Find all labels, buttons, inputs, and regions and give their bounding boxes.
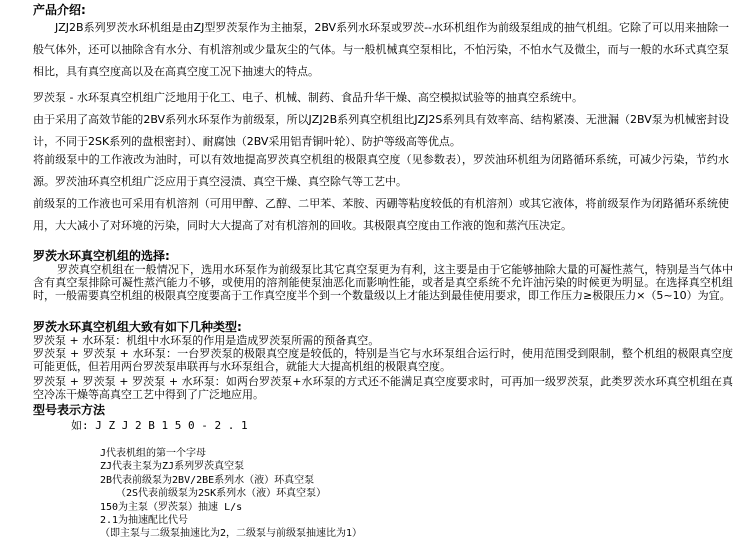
intro-paragraph-5: 前级泵的工作液也可采用有机溶剂（可用甲醇、乙醇、二甲苯、苯胺、丙硼等粘度较低的有机溶剂）或其它液体，将前级泵作为闭路循环系统使用，大大减小了对环境的污染，同时大大提高了对有机溶剂的回收。其极限真空度由工作液的饱和蒸汽压决定。 [33, 197, 729, 232]
legend-item: J代表机组的第一个字母 [100, 448, 207, 459]
type-item-3: 罗茨泵 + 罗茨泵 + 罗茨泵 + 水环泵：如两台罗茨泵+水环泵的方式还不能满足真空度要求时，可再加一级罗茨泵，此类罗茨水环真空机组在真空冷冻干燥等高真空工艺中得到了广泛地应用。 [33, 375, 733, 401]
intro-paragraph-1: JZJ2B系列罗茨水环机组是由ZJ型罗茨泵作为主抽泵，2BV系列水环泵或罗茨--水环机组作为前级泵组成的抽气机组。它除了可以用来抽除一般气体外，还可以抽除含有水分、有机溶剂或少量灰尘的气体。与一般机械真空泵相比，不怕污染，不怕水气及微尘，而与一般的水环式真空泵相比，具有真空度高以及在高真空度工况下抽速大的特点。 [33, 21, 730, 78]
model-example: 如: J Z J 2 B 1 5 0 - 2 . 1 [71, 419, 248, 432]
intro-paragraph-2: 罗茨泵 - 水环泵真空机组广泛地用于化工、电子、机械、制药、食品升华干燥、高空模拟试验等的抽真空系统中。 [33, 91, 583, 104]
legend-item: （即主泵与二级泵抽速比为2，二级泵与前级泵抽速比为1） [100, 528, 363, 540]
legend-item: 2B代表前级泵为2BV/2BE系列水（液）环真空泵 [100, 474, 315, 486]
intro-paragraph-3: 由于采用了高效节能的2BV系列水环泵作为前级泵，所以JZJ2B系列真空机组比JZJ2S系列具有效率高、结构紧凑、无泄漏（2BV泵为机械密封设计，不同于2SK系列的盘根密封）、耐腐蚀（2BV采用铝青铜叶轮）、防护等级高等优点。 [33, 113, 729, 148]
legend-item: ZJ代表主泵为ZJ系列罗茨真空泵 [100, 461, 245, 473]
selection-heading: 罗茨水环真空机组的选择: [33, 249, 170, 263]
intro-heading: 产品介绍: [33, 3, 86, 17]
legend-item: 2.1为抽速配比代号 [100, 515, 189, 527]
model-legend-list [100, 447, 362, 541]
legend-item: 150为主泵（罗茨泵）抽速 L/s [100, 501, 243, 513]
type-item-1: 罗茨泵 + 水环泵：机组中水环泵的作用是造成罗茨泵所需的预备真空。 [33, 334, 380, 347]
selection-text: 罗茨真空机组在一般情况下，选用水环泵作为前级泵比其它真空泵更为有利，这主要是由于它能够抽除大量的可凝性蒸气，特别是当气体中含有真空泵排除可凝性蒸汽能力不够，或使用的溶剂能使泵油恶化而影响性能，或者是真空系统不允许油污染的时候更为明显。在选择真空机组时，一般需要真空机组的极限真空度要高于工作真空度半个到一个数量级以上才能达到最佳使用要求，即工作压力≥极限压力×（5~10）为宜。 [33, 263, 733, 302]
model-heading: 型号表示方法 [33, 403, 106, 417]
types-heading: 罗茨水环真空机组大致有如下几种类型: [33, 320, 242, 334]
intro-paragraph-4: 将前级泵中的工作液改为油时，可以有效地提高罗茨真空机组的极限真空度（见参数表），罗茨油环机组为闭路循环系统，可减少污染，节约水源。罗茨油环真空机组广泛应用于真空浸渍、真空干燥、真空除气等工艺中。 [33, 153, 729, 188]
type-item-2: 罗茨泵 + 罗茨泵 + 水环泵：一台罗茨泵的极限真空度是较低的，特别是当它与水环泵组合运行时，使用范围受到限制，整个机组的极限真空度可能更低，但若用两台罗茨泵串联再与水环泵组合，就能大大提高机组的极限真空度。 [33, 347, 733, 373]
legend-item: （2S代表前级泵为2SK系列水（液）环真空泵） [116, 488, 327, 500]
